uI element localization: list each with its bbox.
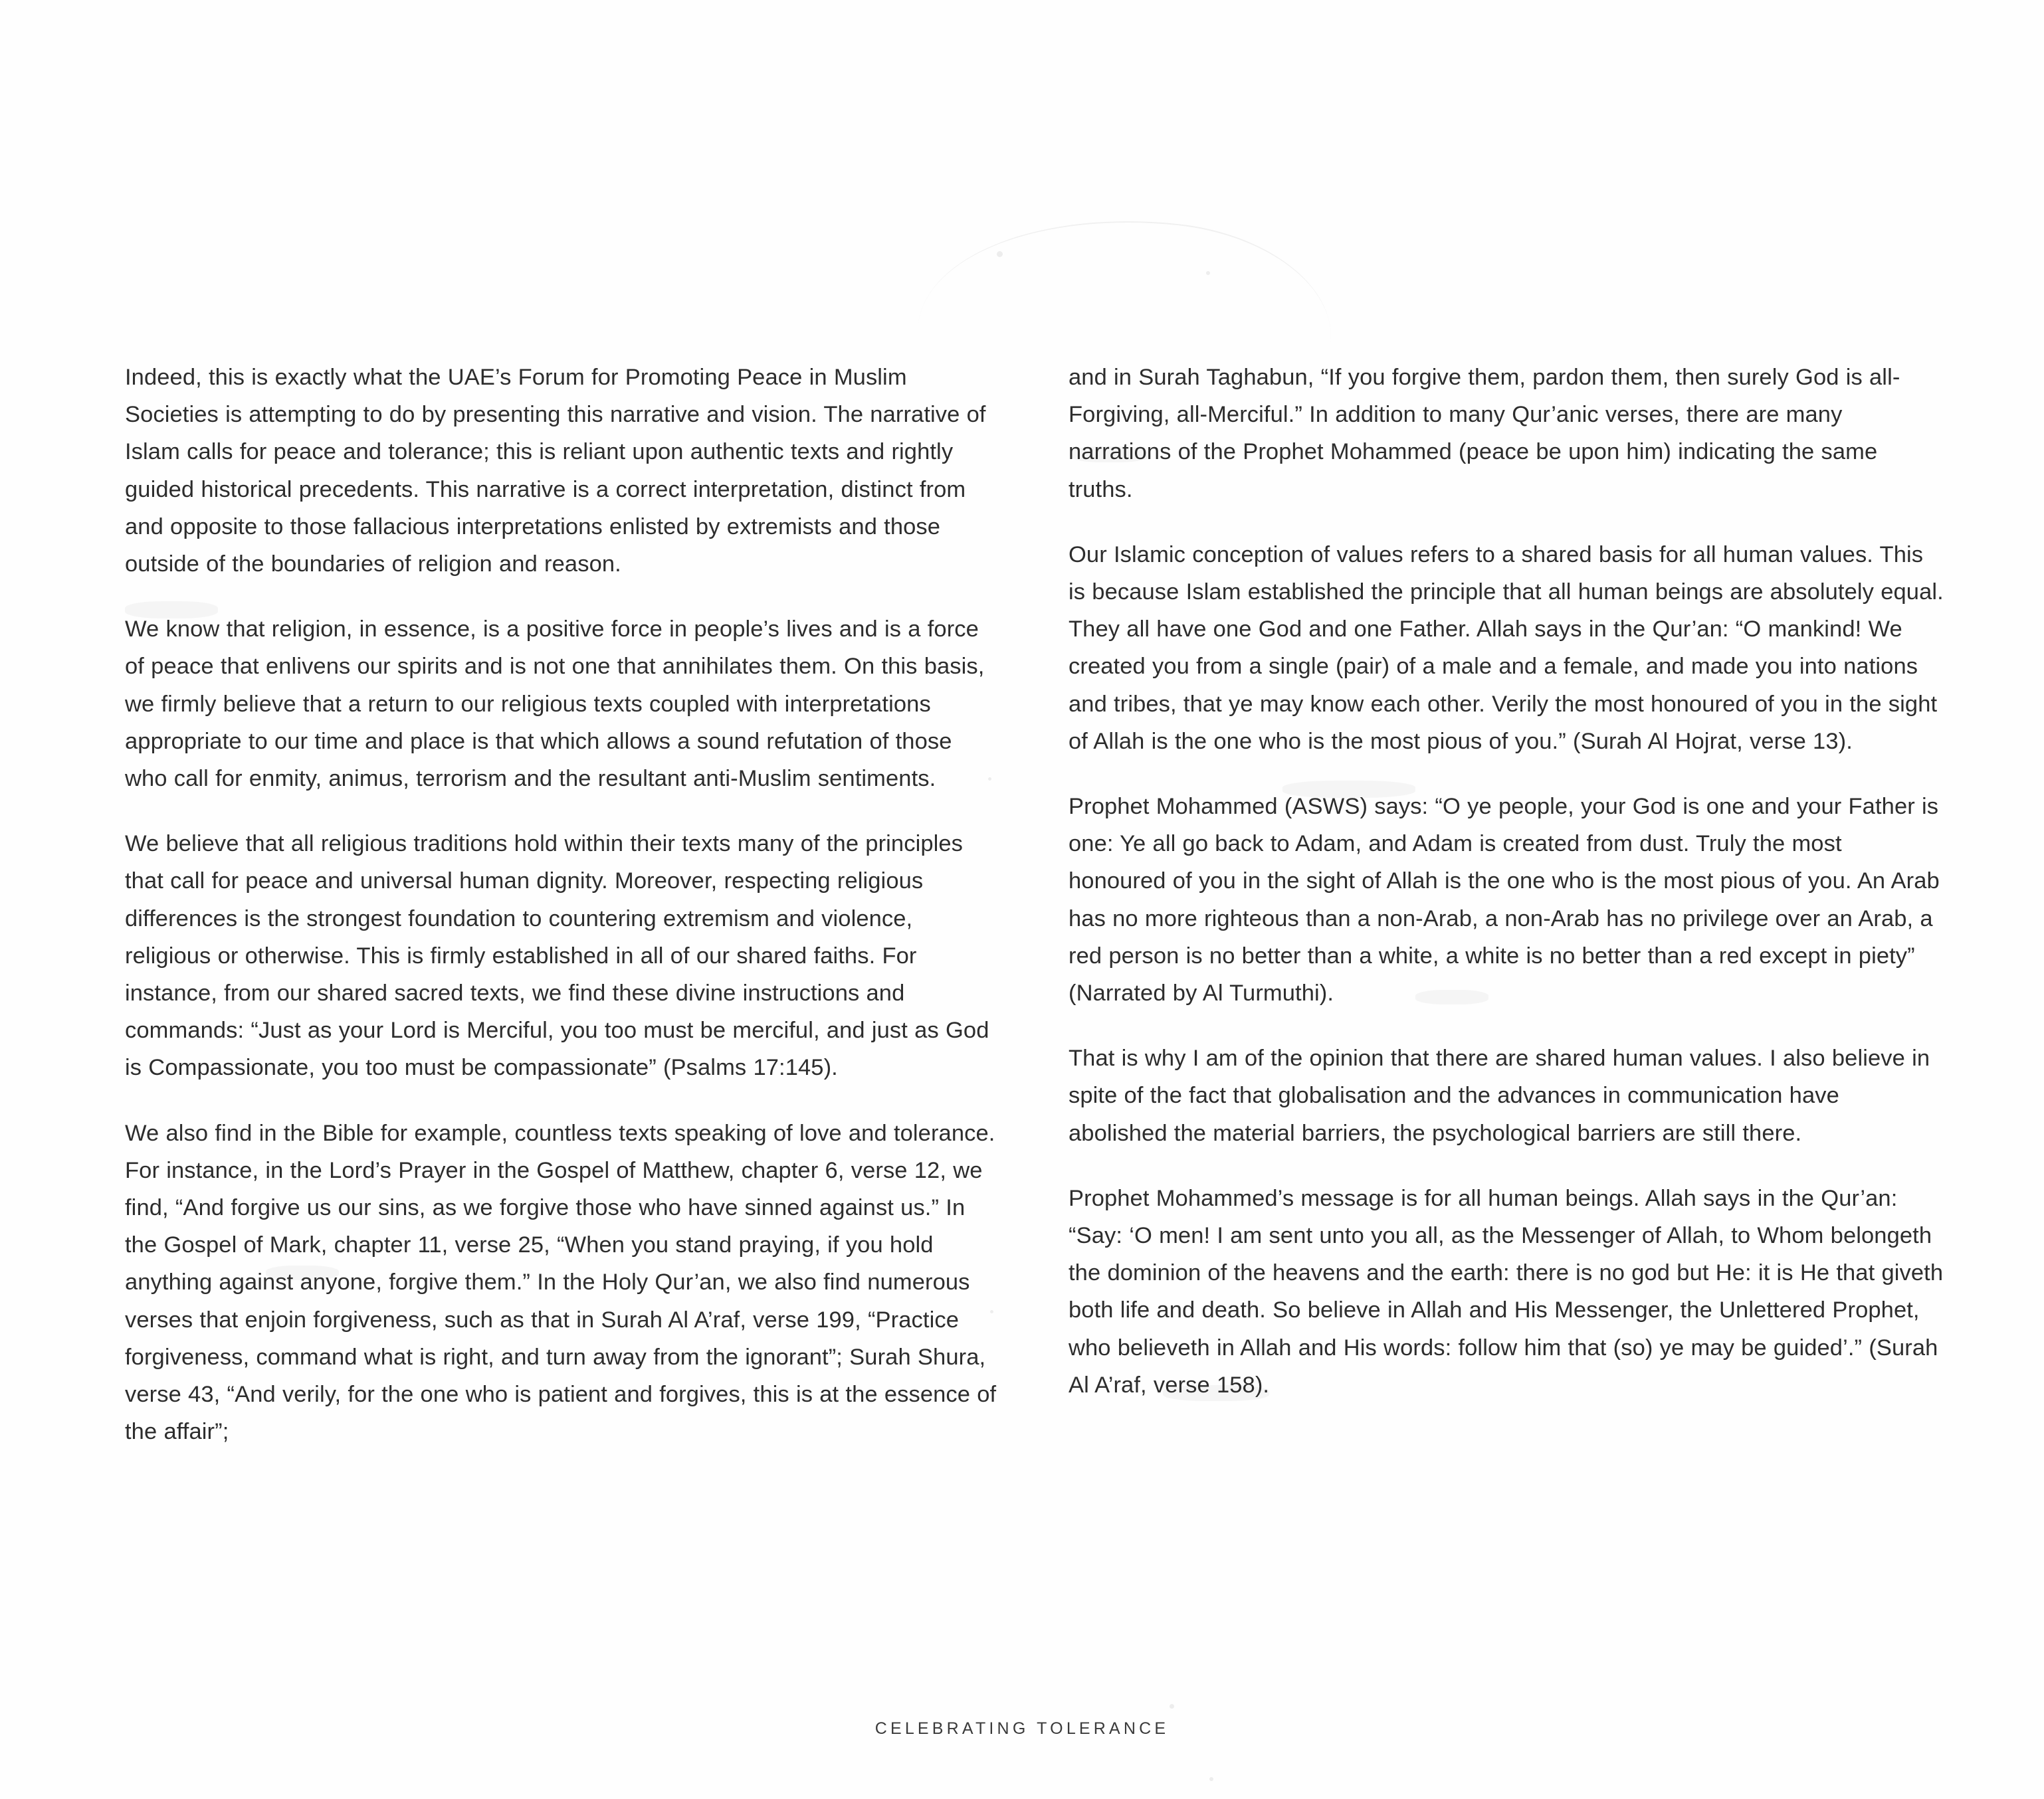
paragraph: That is why I am of the opinion that there are shared human values. I also believe in spite of the fact that globalisation and the advances in communication have abolished the material barriers, the psychological barriers are still there. [1069, 1046, 1930, 1146]
paragraph: Our Islamic conception of values refers to a shared basis for all human values. This is because Islam established the principle that all human beings are absolutely equal. They all have one God and one Father. Allah says in the Qur’an: “O mankind! We created you from a single (pair) of a male and a female, and made you into nations and tribes, that ye may know each other. Verily the most honoured of you in the sight of Allah is the one who is the most pious of you.” (Surah Al Hojrat, verse 13). [1069, 541, 1944, 754]
text-column-left [125, 359, 1001, 1450]
text-column-right [1069, 359, 1944, 1404]
paragraph: Prophet Mohammed (ASWS) says: “O ye people, your God is one and your Father is one: Ye all go back to Adam, and Adam is created from dust. Truly the most honoured of you in the sight of Allah is the one who is the most pious of you. An Arab has no more righteous than a non-Arab, a non-Arab has no privilege over an Arab, a red person is no better than a white, a white is no better than a red except in piety” (Narrated by Al Turmuthi). [1069, 794, 1940, 1006]
paragraph: We know that religion, in essence, is a positive force in people’s lives and is a force of peace that enlivens our spirits and is not one that annihilates them. On this basis, we firmly believe that a return to our religious texts coupled with interpretations appropriate to our time and place is that which allows a sound refutation of those who call for enmity, animus, terrorism and the resultant anti-Muslim sentiments. [125, 616, 985, 792]
page-footer [0, 1719, 2044, 1739]
paragraph: We believe that all religious traditions hold within their texts many of the principles that call for peace and universal human dignity. Moreover, respecting religious differences is the strongest foundation to countering extremism and violence, religious or otherwise. This is firmly established in all of our shared faiths. For instance, from our shared sacred texts, we find these divine instructions and commands: “Just as your Lord is Merciful, you too must be merciful, and just as God is Compassionate, you too must be compassionate” (Psalms 17:145). [125, 831, 989, 1081]
paragraph: Indeed, this is exactly what the UAE’s Forum for Promoting Peace in Muslim Societies is attempting to do by presenting this narrative and vision. The narrative of Islam calls for peace and tolerance; this is reliant upon authentic texts and rightly guided historical precedents. This narrative is a correct interpretation, distinct from and opposite to those fallacious interpretations enlisted by extremists and those outside of the boundaries of religion and reason. [125, 365, 986, 577]
paragraph: and in Surah Taghabun, “If you forgive them, pardon them, then surely God is all-Forgiving, all-Merciful.” In addition to many Qur’anic verses, there are many narrations of the Prophet Mohammed (peace be upon him) indicating the same truths. [1069, 365, 1900, 502]
footer-title: CELEBRATING TOLERANCE [874, 1719, 1170, 1738]
paragraph: We also find in the Bible for example, countless texts speaking of love and tolerance. For instance, in the Lord’s Prayer in the Gospel of Matthew, chapter 6, verse 12, we find, “And forgive us our sins, as we forgive those who have sinned against us.” In the Gospel of Mark, chapter 11, verse 25, “When you stand praying, if you hold anything against anyone, forgive them.” In the Holy Qur’an, we also find numerous verses that enjoin forgiveness, such as that in Surah Al A’raf, verse 199, “Practice forgiveness, command what is right, and turn away from the ignorant”; Surah Shura, verse 43, “And verily, for the one who is patient and forgives, this is at the essence of the affair”; [125, 1120, 997, 1445]
paragraph: Prophet Mohammed’s message is for all human beings. Allah says in the Qur’an: “Say: ‘O men! I am sent unto you all, as the Messenger of Allah, to Whom belongeth the dominion of the heavens and the earth: there is no god but He: it is He that giveth both life and death. So believe in Allah and His Messenger, the Unlettered Prophet, who believeth in Allah and His words: follow him that (so) ye may be guided’.” (Surah Al A’raf, verse 158). [1069, 1185, 1944, 1398]
